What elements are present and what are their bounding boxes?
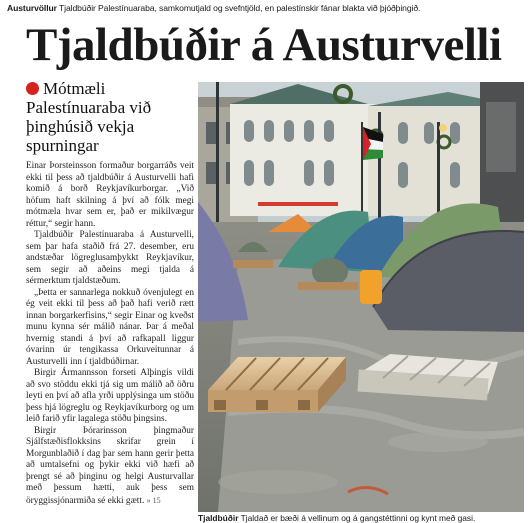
caption-text: Tjaldað er bæði á vellinum og á gangstéttinni og kynt með gasi. [240, 513, 476, 523]
kicker-label: Austurvöllur [7, 3, 57, 13]
article-column [26, 79, 194, 523]
kicker-line [7, 2, 525, 14]
headline: Tjaldbúðir á Austurvelli [26, 19, 502, 71]
article-body [26, 161, 194, 507]
paragraph [26, 426, 194, 508]
continuation-marker: » 15 [146, 495, 161, 505]
photo-caption [198, 513, 528, 523]
caption-label: Tjaldbúðir [198, 513, 239, 523]
subhead-text: Mótmæli Palestínuaraba við þinghúsið vekja spurningar [26, 79, 152, 155]
kicker-text: Tjaldbúðir Palestínuaraba, samkomutjald og svefntjöld, en palestínskir fánar blakta við þjóðþingið. [59, 3, 421, 13]
news-photo [198, 82, 524, 512]
red-bullet-icon [26, 82, 39, 95]
paragraph: Einar Þorsteinsson formaður borgarráðs veit ekki til þess að tjaldbúðir á Austurvelli hafi komið á borð Reykjavíkurborgar. „Við höfum haft skilning á því að fólk megi mótmæla hvar sem er, það er mikilvægur réttur,“ segir hann. [26, 161, 194, 229]
paragraph: Birgir Ármannsson forseti Alþingis vildi að svo stöddu ekki tjá sig um málið að öðru leyti en því að afla yrði upplýsinga um stöðu þess hjá lögreglu og Reykjavíkurborg og um leið farið yfir lagalega stöðu þingsins. [26, 368, 194, 424]
paragraph: Tjaldbúðir Palestínuaraba á Austurvelli, sem þar hafa staðið frá 27. desember, eru andstæðar lögreglusamþykkt Reykjavíkur, sem segir að aðeins megi tjalda á sérmerktum tjaldstæðum. [26, 230, 194, 286]
subhead [26, 79, 194, 155]
paragraph: „Þetta er sannarlega nokkuð óvenjulegt en ég veit ekki til þess að það hafi verið rætt innan borgarkerfisins,“ segir Einar og kveðst munu kynna sér málið nánar. Þar á meðal hvernig standi á því að rafkapall liggur óvarinn úr tengikassa Orkuveitunnar á Austurvelli inn í tjaldbúðirnar. [26, 287, 194, 367]
paragraph-text: Birgir Þórarinsson þingmaður Sjálfstæðisflokksins skrifar grein í Morgunblaðið í dag þar sem hann gerir þetta að umtalsefni og þykir ekki við hæfi að þrengt sé að þinginu og helgi Austurvallar með þessum hætti, auk þess sem öryggissjónarmiða sé ekki gætt. [26, 425, 194, 506]
